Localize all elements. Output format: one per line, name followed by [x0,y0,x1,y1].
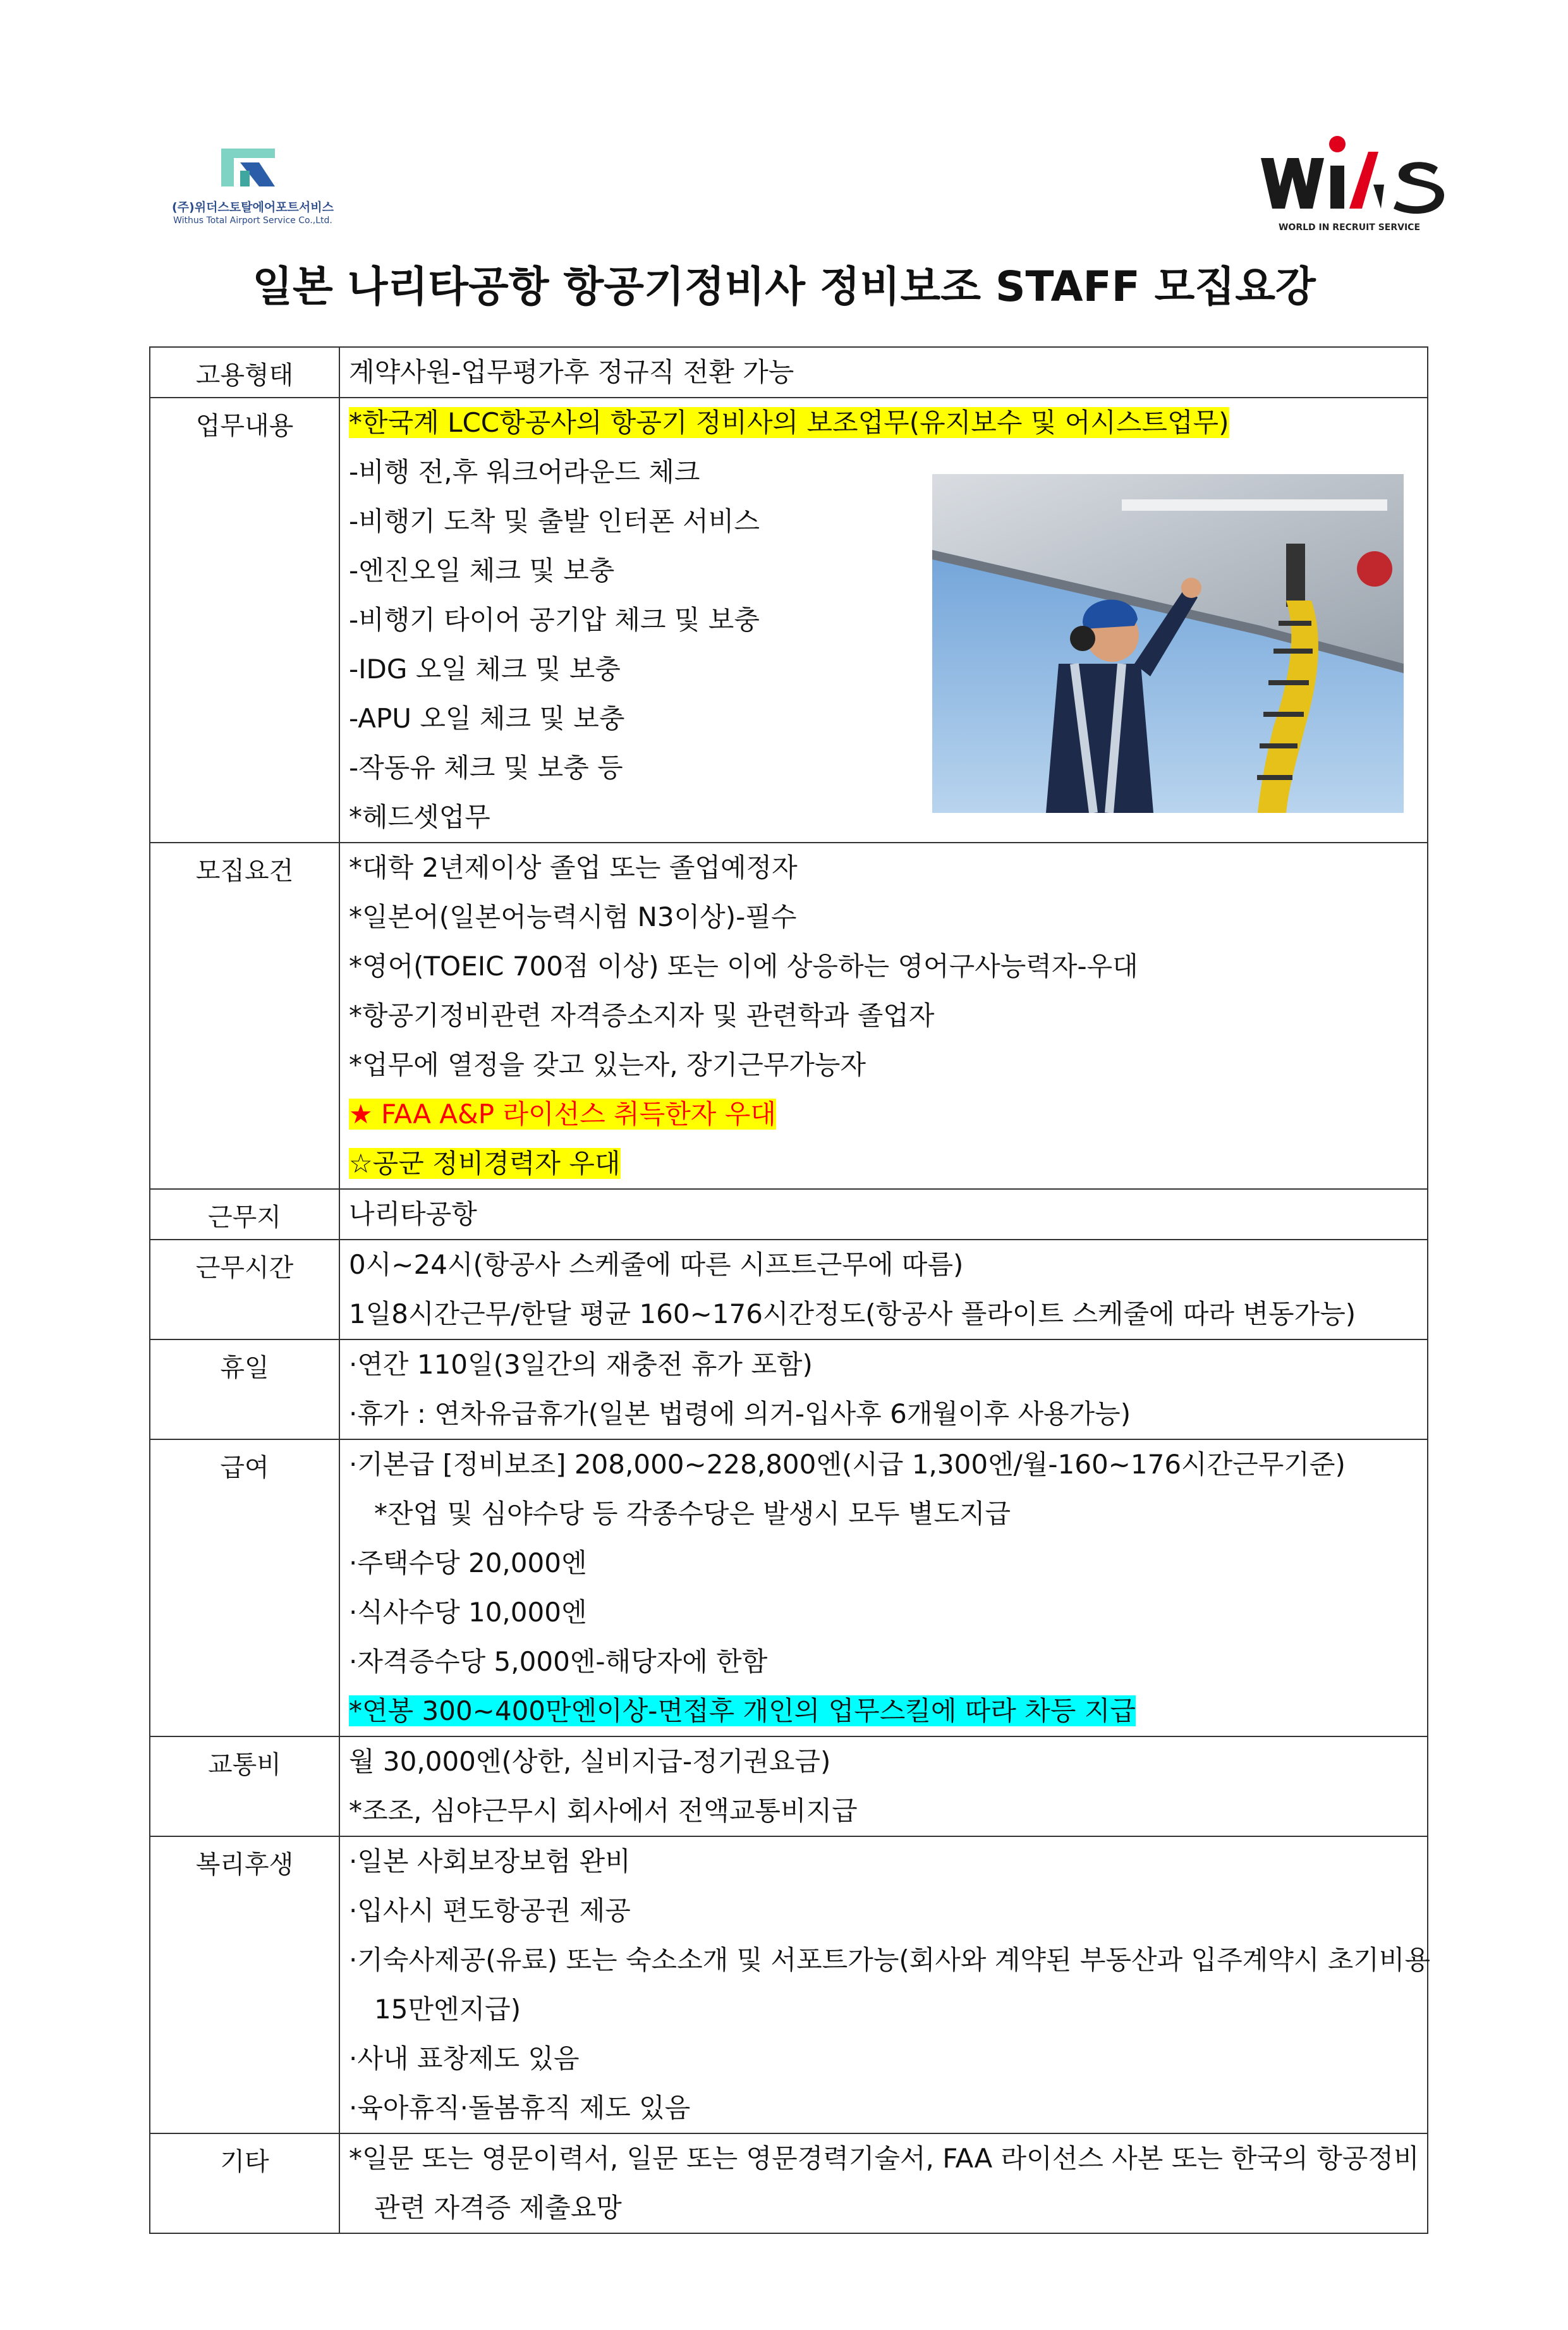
row-employment [150,347,1428,398]
welfare-line: 15만엔지급) [374,1994,521,2025]
holiday-line: ·연간 110일(3일간의 재충전 휴가 포함) [349,1349,813,1380]
duties-line-highlighted: *한국계 LCC항공사의 항공기 정비사의 보조업무(유지보수 및 어시스트업무) [349,407,1229,438]
requirement-line: *업무에 열정을 갖고 있는자, 장기근무가능자 [349,1049,866,1080]
welfare-line: ·기숙사제공(유료) 또는 숙소소개 및 서포트가능(회사와 계약된 부동산과 입주계약시 초기비용 [349,1944,1431,1975]
requirement-line: *대학 2년제이상 졸업 또는 졸업예정자 [349,852,798,883]
label-salary: 급여 [150,1439,339,1736]
employment-line: 계약사원-업무평가후 정규직 전환 가능 [349,357,794,387]
row-hours [150,1240,1428,1339]
requirement-line: *영어(TOEIC 700점 이상) 또는 이에 상응하는 영어구사능력자-우대 [349,951,1138,982]
salary-line: *잔업 및 심야수당 등 각종수당은 발생시 모두 별도지급 [374,1498,1011,1529]
label-hours: 근무시간 [150,1240,339,1339]
welfare-line: ·입사시 편도항공권 제공 [349,1895,631,1926]
row-other [150,2133,1428,2233]
company-logo-right [1255,114,1444,240]
duties-line: -엔진오일 체크 및 보충 [349,555,615,586]
label-employment: 고용형태 [150,347,339,398]
logo-tagline: WORLD IN RECRUIT SERVICE [1278,223,1421,233]
other-line: 관련 자격증 제출요망 [374,2192,622,2223]
hours-line: 1일8시간근무/한달 평균 160~176시간정도(항공사 플라이트 스케줄에 따라 변동가능) [349,1298,1356,1329]
label-location: 근무지 [150,1189,339,1240]
label-requirements: 모집요건 [150,843,339,1189]
label-other: 기타 [150,2133,339,2233]
holiday-line: ·휴가 : 연차유급휴가(일본 법령에 의거-입사후 6개월이후 사용가능) [349,1398,1131,1429]
salary-line: ·식사수당 10,000엔 [349,1597,587,1628]
company-name-korean: (주)위더스토탈에어포트서비스 [172,200,334,214]
label-holidays: 휴일 [150,1339,339,1439]
row-holidays [150,1339,1428,1439]
salary-line: ·자격증수당 5,000엔-해당자에 한함 [349,1646,768,1677]
row-salary [150,1439,1428,1736]
salary-line-annual-highlighted: *연봉 300~400만엔이상-면접후 개인의 업무스킬에 따라 차등 지급 [349,1695,1136,1726]
withus-logo-icon [215,142,284,193]
company-name-english: Withus Total Airport Service Co.,Ltd. [173,216,332,226]
location-line: 나리타공항 [349,1199,477,1229]
recruitment-table [149,346,1431,2234]
hours-line: 0시~24시(항공사 스케줄에 따른 시프트근무에 따름) [349,1249,964,1280]
page-title: 일본 나리타공항 항공기정비사 정비보조 STAFF 모집요강 [252,262,1316,311]
wirs-logo-icon [1255,114,1444,221]
duties-line: -APU 오일 체크 및 보충 [349,703,625,734]
requirement-line: *일본어(일본어능력시험 N3이상)-필수 [349,901,797,932]
company-logo-left [145,142,360,231]
duties-line: -비행기 타이어 공기압 체크 및 보충 [349,604,760,635]
duties-line: -비행기 도착 및 출발 인터폰 서비스 [349,506,760,537]
welfare-line: ·육아휴직·돌봄휴직 제도 있음 [349,2092,691,2123]
requirement-line-airforce-preferred: ☆공군 정비경력자 우대 [349,1148,621,1179]
duties-line: -IDG 오일 체크 및 보충 [349,654,621,685]
duties-line: *헤드셋업무 [349,802,490,833]
row-location [150,1189,1428,1240]
duties-line: -작동유 체크 및 보충 등 [349,752,623,783]
welfare-line: ·사내 표창제도 있음 [349,2043,580,2074]
salary-line: ·기본급 [정비보조] 208,000~228,800엔(시급 1,300엔/월-160~176시간근무기준) [349,1449,1346,1480]
row-welfare [150,1836,1428,2133]
row-requirements [150,843,1428,1189]
label-duties: 업무내용 [150,398,339,843]
row-transport [150,1736,1428,1836]
requirement-line-faa-preferred: ★ FAA A&P 라이선스 취득한자 우대 [349,1099,776,1130]
label-transport: 교통비 [150,1736,339,1836]
other-line: *일문 또는 영문이력서, 일문 또는 영문경력기술서, FAA 라이선스 사본 또는 한국의 항공정비 [349,2143,1419,2174]
requirement-line: *항공기정비관련 자격증소지자 및 관련학과 졸업자 [349,1000,935,1031]
label-welfare: 복리후생 [150,1836,339,2133]
transport-line: *조조, 심야근무시 회사에서 전액교통비지급 [349,1795,858,1826]
welfare-line: ·일본 사회보장보험 완비 [349,1846,631,1877]
transport-line: 월 30,000엔(상한, 실비지급-정기권요금) [349,1746,831,1777]
salary-line: ·주택수당 20,000엔 [349,1547,587,1578]
duties-line: -비행 전,후 워크어라운드 체크 [349,456,700,487]
row-duties [150,398,1428,843]
mechanic-refueling-photo [932,474,1404,813]
